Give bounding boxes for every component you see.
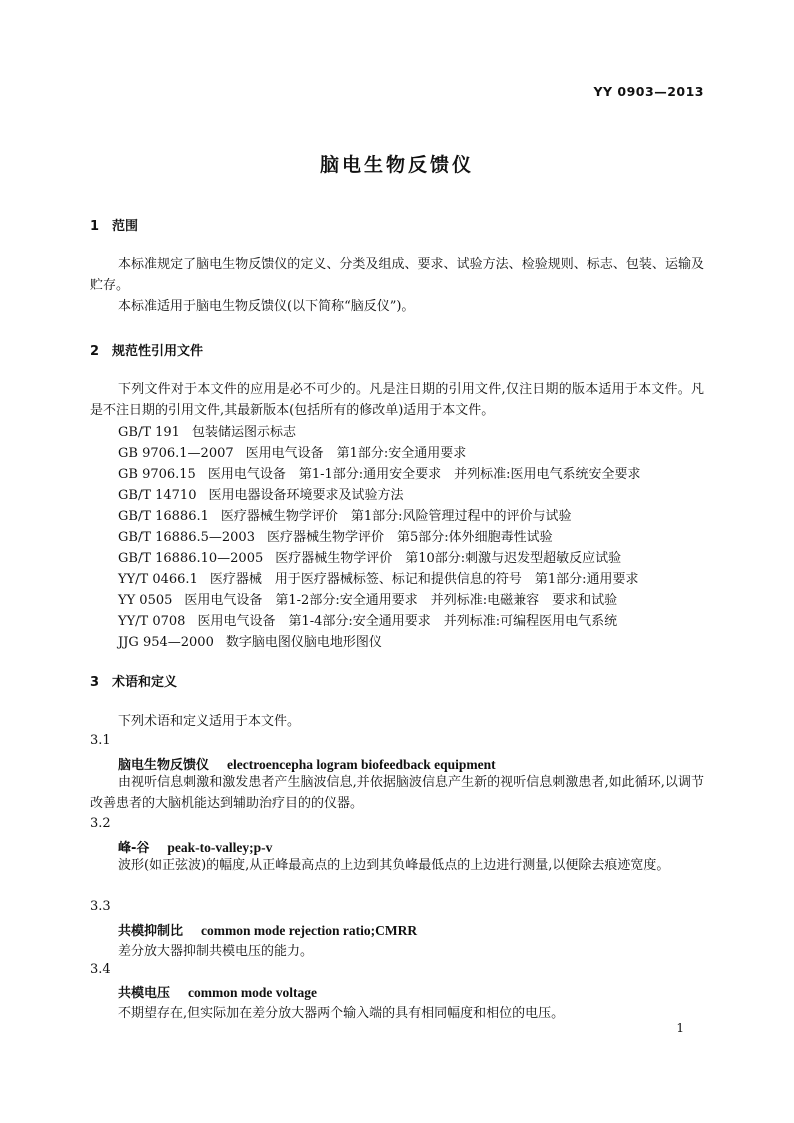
reference-title: 医疗器械生物学评价 第5部分:体外细胞毒性试验 — [266, 530, 553, 545]
reference-title: 包装储运图示标志 — [191, 425, 296, 440]
term-definition: 不期望存在,但实际加在差分放大器两个输入端的具有相同幅度和相位的电压。 — [118, 1006, 565, 1021]
reference-code: YY/T 0708 — [118, 614, 186, 629]
reference-code: GB/T 16886.5—2003 — [118, 530, 255, 545]
reference-item — [118, 547, 621, 566]
term-chinese: 脑电生物反馈仪 — [118, 758, 210, 773]
term-number: 3.3 — [90, 899, 111, 914]
term-english: common mode voltage — [188, 985, 317, 1000]
page-title: 脑电生物反馈仪 — [319, 154, 474, 176]
term-english: peak-to-valley;p-v — [167, 840, 273, 855]
section-title: 范围 — [112, 219, 139, 234]
term-number: 3.2 — [90, 816, 111, 831]
section-number: 3 — [90, 675, 100, 690]
reference-title: 医用电器设备环境要求及试验方法 — [208, 488, 404, 503]
reference-title: 医用电气设备 第1-4部分:安全通用要求 并列标准:可编程医用电气系统 — [197, 614, 618, 629]
page-number: 1 — [676, 1021, 684, 1035]
reference-item — [118, 442, 466, 461]
paragraph — [90, 379, 704, 421]
term-definition — [90, 772, 704, 814]
section-title: 术语和定义 — [112, 675, 178, 690]
term-entry — [118, 982, 317, 1001]
reference-code: GB/T 191 — [118, 425, 180, 440]
term-definition — [90, 855, 704, 876]
reference-title: 医用电气设备 第1部分:安全通用要求 — [245, 446, 467, 461]
reference-item — [118, 463, 641, 482]
definition-text: 波形(如正弦波)的幅度,从正峰最高点的上边到其负峰最低点的上边进行测量,以便除去痕迹宽度。 — [118, 858, 670, 873]
paragraph — [90, 254, 704, 296]
reference-code: GB/T 16886.1 — [118, 509, 209, 524]
reference-code: GB 9706.1—2007 — [118, 446, 234, 461]
reference-code: GB/T 16886.10—2005 — [118, 551, 264, 566]
reference-code: GB/T 14710 — [118, 488, 197, 503]
term-entry — [118, 920, 417, 939]
paragraph: 下列术语和定义适用于本文件。 — [118, 714, 301, 729]
reference-title: 医疗器械 用于医疗器械标签、标记和提供信息的符号 第1部分:通用要求 — [209, 572, 639, 587]
document-id: YY 0903—2013 — [593, 84, 704, 99]
section-heading-2 — [90, 340, 203, 359]
term-chinese: 共模抑制比 — [118, 924, 184, 939]
reference-code: YY/T 0466.1 — [118, 572, 198, 587]
reference-title: 数字脑电图仪脑电地形图仪 — [225, 635, 382, 650]
reference-item — [118, 484, 404, 503]
term-entry — [118, 754, 496, 773]
reference-code: YY 0505 — [118, 593, 173, 608]
reference-title: 医用电气设备 第1-1部分:通用安全要求 并列标准:医用电气系统安全要求 — [207, 467, 641, 482]
section-heading-3 — [90, 671, 177, 690]
term-chinese: 峰-谷 — [118, 841, 150, 856]
section-heading-1 — [90, 215, 138, 234]
paragraph-text: 本标准规定了脑电生物反馈仪的定义、分类及组成、要求、试验方法、检验规则、标志、包装、运输及贮存。 — [90, 257, 704, 293]
reference-item — [118, 568, 639, 587]
reference-code: GB 9706.15 — [118, 467, 196, 482]
reference-title: 医用电气设备 第1-2部分:安全通用要求 并列标准:电磁兼容 要求和试验 — [184, 593, 618, 608]
term-number: 3.1 — [90, 733, 111, 748]
definition-text: 由视听信息刺激和激发患者产生脑波信息,并依据脑波信息产生新的视听信息刺激患者,如此循环,以调节改善患者的大脑机能达到辅助治疗目的的仪器。 — [90, 775, 704, 811]
section-number: 2 — [90, 344, 100, 359]
term-chinese: 共模电压 — [118, 986, 171, 1001]
term-number: 3.4 — [90, 962, 111, 977]
paragraph-text: 本标准适用于脑电生物反馈仪(以下简称“脑反仪”)。 — [118, 299, 415, 314]
reference-code: JJG 954—2000 — [118, 635, 214, 650]
term-english: electroencepha logram biofeedback equipment — [227, 757, 496, 772]
paragraph-text: 下列文件对于本文件的应用是必不可少的。凡是注日期的引用文件,仅注日期的版本适用于本文件。凡是不注日期的引用文件,其最新版本(包括所有的修改单)适用于本文件。 — [90, 382, 704, 418]
term-definition: 差分放大器抑制共模电压的能力。 — [118, 944, 314, 959]
reference-item — [118, 631, 382, 650]
reference-title: 医疗器械生物学评价 第10部分:刺激与迟发型超敏反应试验 — [275, 551, 622, 566]
reference-item — [118, 526, 553, 545]
term-english: common mode rejection ratio;CMRR — [201, 923, 418, 938]
section-title: 规范性引用文件 — [112, 344, 204, 359]
reference-item — [118, 610, 617, 629]
term-entry — [118, 837, 272, 856]
paragraph — [90, 296, 704, 317]
section-number: 1 — [90, 219, 100, 234]
reference-item — [118, 505, 572, 524]
reference-item — [118, 589, 617, 608]
reference-title: 医疗器械生物学评价 第1部分:风险管理过程中的评价与试验 — [220, 509, 572, 524]
reference-item — [118, 421, 296, 440]
